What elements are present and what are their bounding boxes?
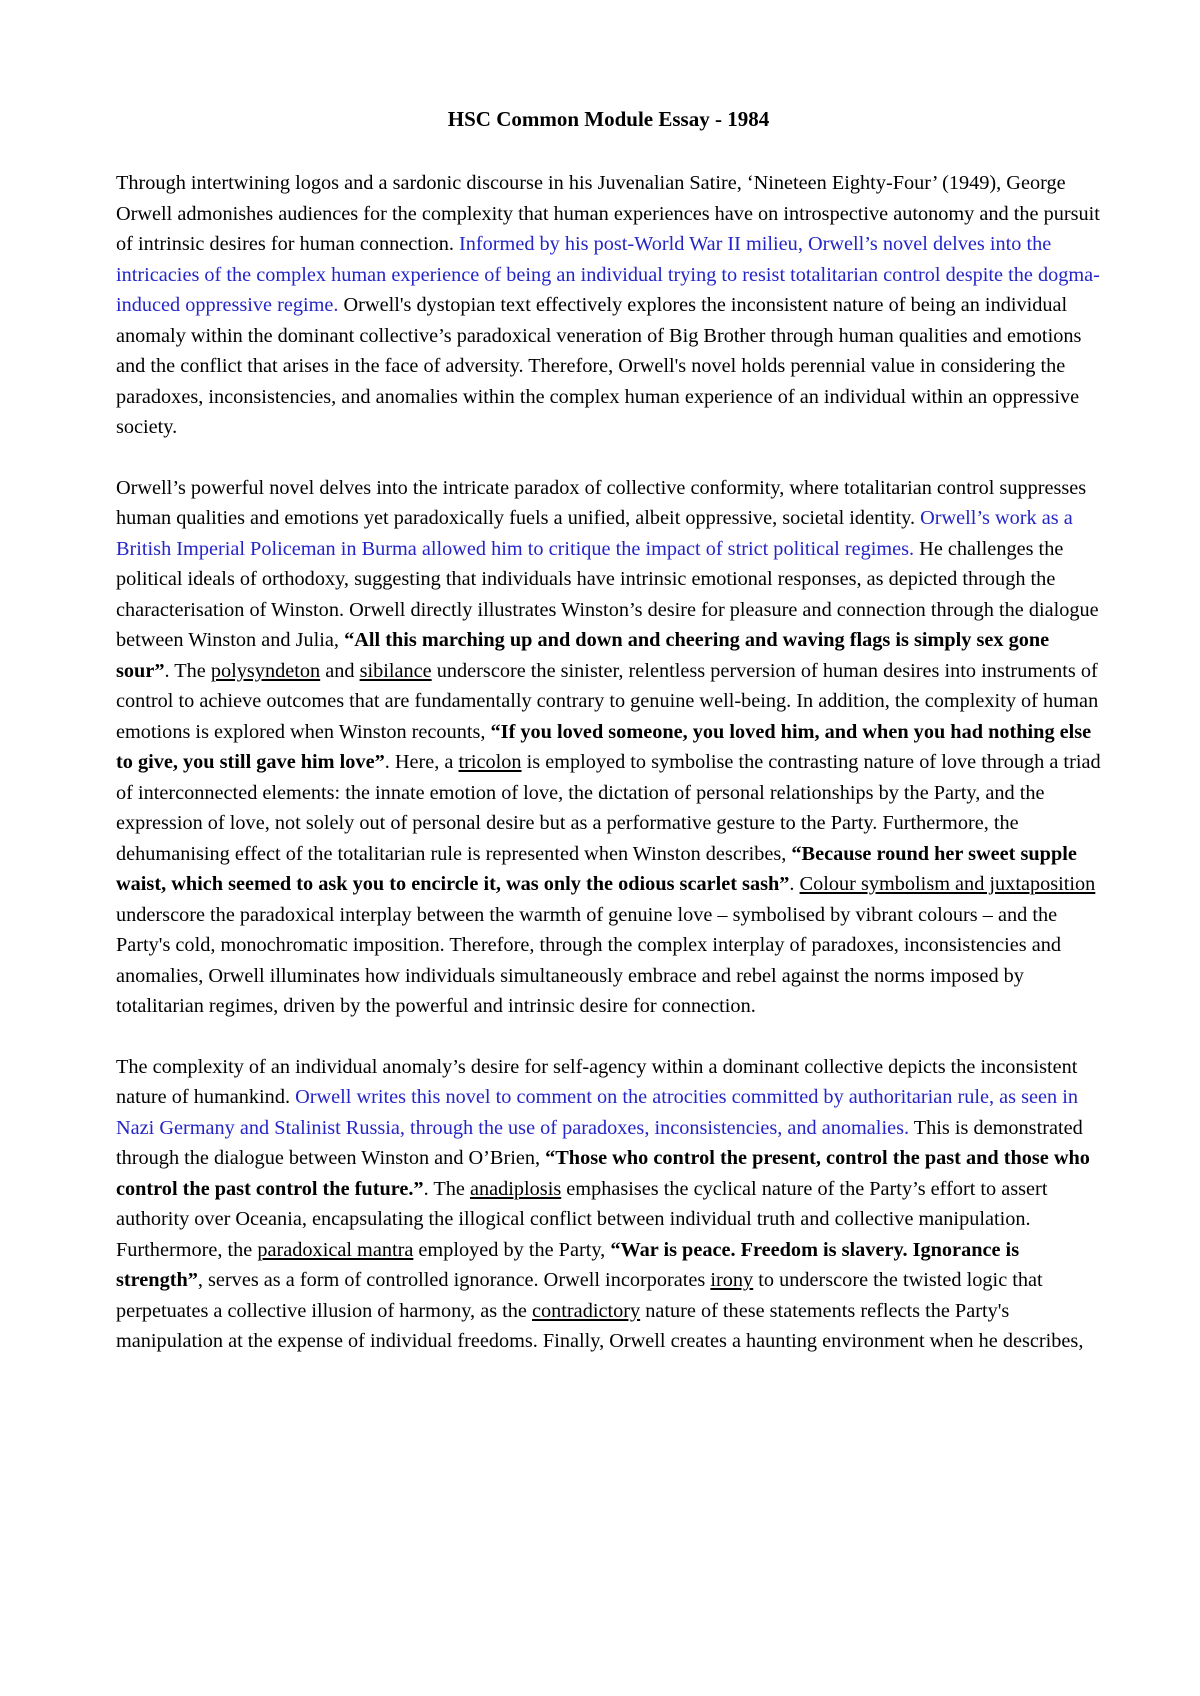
body-text: emphasises the cyclical nature of the Party’s effort to assert authority over Oceania, encapsulating the illogical conflict between individual truth and collective manipulation. Furthermore, the [116,1177,1048,1261]
technique-term: irony [710,1269,754,1291]
body-text: . Here, a [384,751,459,773]
essay-paragraph-2 [116,473,1101,1022]
body-text: underscore the paradoxical interplay between the warmth of genuine love – symbolised by vibrant colours – and the Party's cold, monochromatic imposition. Therefore, through the complex interplay of paradoxes, inconsistencies and anomalies, Orwell illuminates how individuals simultaneously embrace and rebel against the norms imposed by totalitarian regimes, driven by the powerful and intrinsic desire for connection. [116,903,1061,1017]
body-text: to underscore the twisted logic that perpetuates a collective illusion of harmony, as the [116,1269,1043,1322]
quotation: “War is peace. Freedom is slavery. Ignorance is strength” [116,1238,1020,1291]
technique-term: tricolon [458,751,522,773]
body-text: . The [423,1177,470,1200]
context-sentence: Orwell’s work as a British Imperial Policeman in Burma allowed him to critique the impact of strict political regimes. [116,507,1073,560]
context-sentence: Orwell writes this novel to comment on the atrocities committed by authoritarian rule, as seen in Nazi Germany and Stalinist Russia, through the use of paradoxes, inconsistencies, and anomalies. [116,1086,1078,1139]
essay-page [116,104,1101,1387]
context-sentence: Informed by his post-World War II milieu, Orwell’s novel delves into the intricacies of the complex human experience of being an individual trying to resist totalitarian control despite the dogma-induced oppressive regime. [116,233,1100,316]
quotation: “All this marching up and down and cheering and waving flags is simply sex gone sour” [116,629,1050,682]
body-text: , serves as a form of controlled ignorance. Orwell incorporates [197,1269,711,1291]
quotation: “Because round her sweet supple waist, which seemed to ask you to encircle it, was only the odious scarlet sash” [116,842,1077,895]
technique-term: polysyndeton [210,659,321,682]
body-text: . The [164,659,211,682]
body-text: nature of these statements reflects the Party's manipulation at the expense of individual freedoms. Finally, Orwell creates a haunting environment when he describes, [116,1299,1084,1352]
body-text: This is demonstrated through the dialogue between Winston and O’Brien, [116,1116,1083,1169]
body-text: Orwell's dystopian text effectively explores the inconsistent nature of being an individual anomaly within the dominant collective’s paradoxical veneration of Big Brother through human qualities and emotions and the conflict that arises in the face of adversity. Therefore, Orwell's novel holds perennial value in considering the paradoxes, inconsistencies, and anomalies within the complex human experience of an individual within an oppressive society. [116,294,1082,438]
body-text: and [320,659,360,682]
technique-term: anadiplosis [469,1177,562,1200]
essay-title: HSC Common Module Essay - 1984 [447,107,770,131]
body-text: . [789,873,800,895]
essay-body [116,168,1101,1357]
essay-paragraph-3 [116,1052,1101,1357]
quotation: “Those who control the present, control the past and those who control the past control the future.” [116,1147,1090,1200]
essay-paragraph-1 [116,168,1101,443]
technique-term: paradoxical mantra [257,1238,414,1261]
body-text: He challenges the political ideals of orthodoxy, suggesting that individuals have intrinsic emotional responses, as depicted through the characterisation of Winston. Orwell directly illustrates Winston’s desire for pleasure and connection through the dialogue between Winston and Julia, [116,537,1099,651]
technique-term: contradictory [532,1299,641,1322]
body-text: Orwell’s powerful novel delves into the intricate paradox of collective conformity, where totalitarian control suppresses human qualities and emotions yet paradoxically fuels a unified, albeit oppressive, societal identity. [116,476,1087,529]
body-text: is employed to symbolise the contrasting nature of love through a triad of interconnected elements: the innate emotion of love, the dictation of personal relationships by the Party, and the expression of love, not solely out of personal desire but as a performative gesture to the Party. Furthermore, the dehumanising effect of the totalitarian rule is represented when Winston describes, [116,751,1101,865]
technique-term: sibilance [359,659,432,682]
body-text: employed by the Party, [413,1238,611,1261]
quotation: “If you loved someone, you loved him, and when you had nothing else to give, you still gave him love” [116,720,1092,773]
body-text: The complexity of an individual anomaly’s desire for self-agency within a dominant collective depicts the inconsistent nature of humankind. [116,1055,1078,1108]
technique-term: Colour symbolism and juxtaposition [799,873,1096,895]
body-text: Through intertwining logos and a sardonic discourse in his Juvenalian Satire, ‘Nineteen Eighty-Four’ (1949), George Orwell admonishes audiences for the complexity that human experiences have on introspective autonomy and the pursuit of intrinsic desires for human connection. [116,172,1100,255]
body-text: underscore the sinister, relentless perversion of human desires into instruments of control to achieve outcomes that are fundamentally contrary to genuine well-being. In addition, the complexity of human emotions is explored when Winston recounts, [116,659,1099,743]
